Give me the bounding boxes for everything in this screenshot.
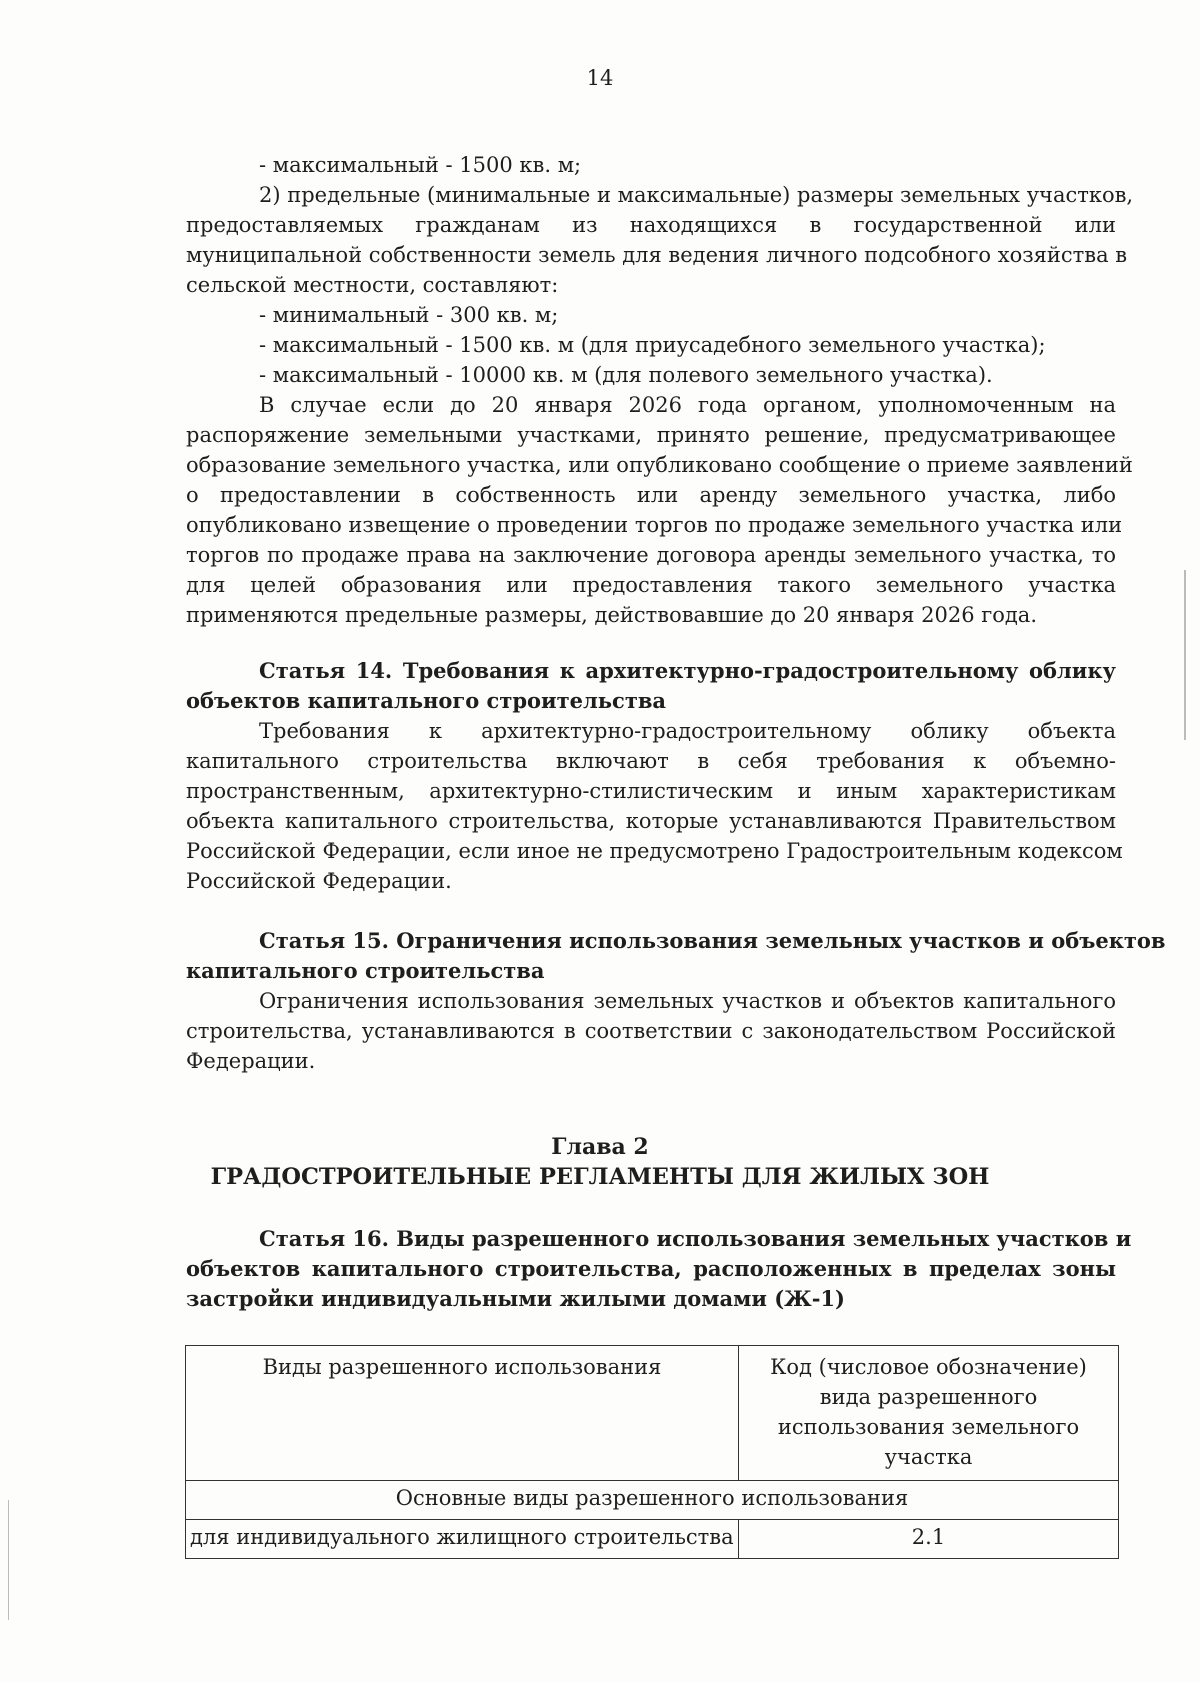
text-line: капитального строительства включают в себя требования к объемно- — [186, 749, 1116, 773]
text-line: строительства, устанавливаются в соответствии с законодательством Российской — [186, 1019, 1116, 1043]
text-line: Российской Федерации, если иное не предусмотрено Градостроительным кодексом — [186, 839, 1123, 863]
article-14-body — [186, 716, 1123, 896]
chapter-title: ГРАДОСТРОИТЕЛЬНЫЕ РЕГЛАМЕНТЫ ДЛЯ ЖИЛЫХ ЗОН — [210, 1164, 990, 1190]
text-line: о предоставлении в собственность или аренду земельного участка, либо — [186, 483, 1116, 507]
text-line: - максимальный - 10000 кв. м (для полевого земельного участка). — [259, 363, 993, 387]
table-header-row — [186, 1346, 1119, 1481]
text-line: - минимальный - 300 кв. м; — [259, 303, 559, 327]
text-line: сельской местности, составляют: — [186, 273, 559, 297]
text-line: Российской Федерации. — [186, 869, 452, 893]
article-16-heading: Статья 16. Виды разрешенного использования земельных участков и объектов капитального строительства, расположенных в пределах зоны застройки индивидуальными жилыми домами (Ж-1) — [186, 1226, 1132, 1311]
text-line: предоставляемых гражданам из находящихся в государственной или — [186, 213, 1116, 237]
scan-edge-mark — [8, 1500, 9, 1620]
text-line: распоряжение земельными участками, принято решение, предусматривающее — [186, 423, 1116, 447]
text-line: пространственным, архитектурно-стилистическим и иным характеристикам — [186, 779, 1116, 803]
use-code: 2.1 — [739, 1520, 1119, 1559]
text-line: опубликовано извещение о проведении торгов по продаже земельного участка или — [186, 513, 1123, 537]
text-line: Ограничения использования земельных участков и объектов капитального — [259, 989, 1116, 1013]
text-line: - максимальный - 1500 кв. м; — [259, 153, 582, 177]
text-line: образование земельного участка, или опубликовано сообщение о приеме заявлений — [186, 453, 1133, 477]
text-line: - максимальный - 1500 кв. м (для приусадебного земельного участка); — [259, 333, 1046, 357]
text-line: 2) предельные (минимальные и максимальные) размеры земельных участков, — [259, 183, 1134, 207]
table-section-row — [186, 1481, 1119, 1520]
page-number: 14 — [586, 66, 614, 90]
article-15-body — [186, 986, 1116, 1076]
permitted-use-table — [185, 1345, 1119, 1559]
paragraph-sizes — [186, 150, 1134, 630]
use-name: для индивидуального жилищного строительства — [186, 1520, 739, 1559]
text-line: объекта капитального строительства, которые устанавливаются Правительством — [186, 809, 1116, 833]
article-15-heading: Статья 15. Ограничения использования земельных участков и объектов капитального строительства — [186, 928, 1166, 983]
col-header-code: Код (числовое обозначение) вида разрешенного использования земельного участка — [739, 1346, 1119, 1481]
col-header-use-types: Виды разрешенного использования — [186, 1346, 739, 1481]
text-line: муниципальной собственности земель для ведения личного подсобного хозяйства в — [186, 243, 1128, 267]
text-line: Требования к архитектурно-градостроительному облику объекта — [259, 719, 1116, 743]
text-line: применяются предельные размеры, действовавшие до 20 января 2026 года. — [186, 603, 1038, 627]
chapter-number: Глава 2 — [551, 1134, 649, 1160]
text-line: В случае если до 20 января 2026 года органом, уполномоченным на — [259, 393, 1116, 417]
table-row — [186, 1520, 1119, 1559]
scan-edge-mark — [1184, 570, 1186, 740]
text-line: торгов по продаже права на заключение договора аренды земельного участка, то — [186, 543, 1116, 567]
article-14-heading: Статья 14. Требования к архитектурно-градостроительному облику объектов капитального строительства — [186, 658, 1116, 713]
text-line: Федерации. — [186, 1049, 316, 1073]
section-title: Основные виды разрешенного использования — [186, 1481, 1119, 1520]
text-line: для целей образования или предоставления такого земельного участка — [186, 573, 1116, 597]
